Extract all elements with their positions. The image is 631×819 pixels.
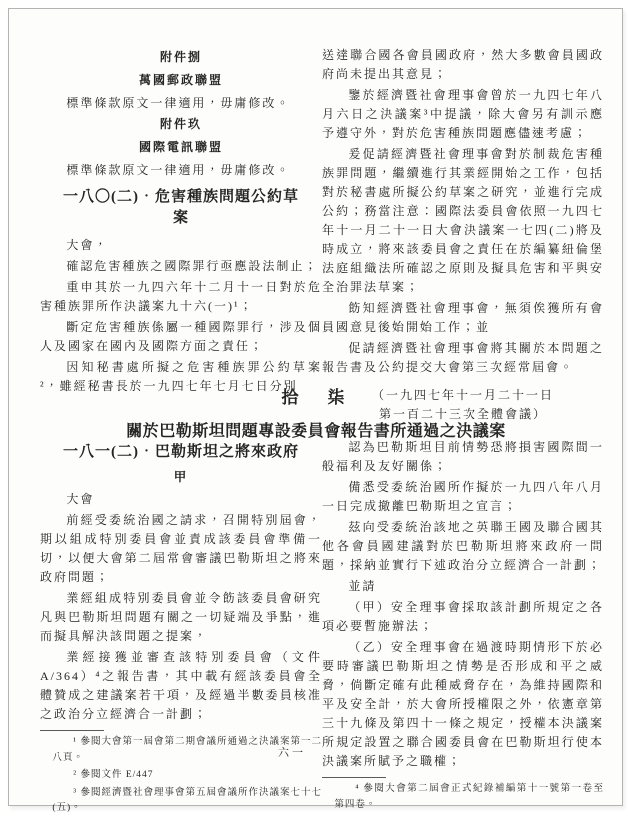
resolution-181-heading: 一八一(二)．巴勒斯坦之將來政府 (63, 444, 299, 460)
annex-9-text: 標準條款原文一律適用，毋庸修改。 (66, 163, 291, 177)
res180-paragraph: 鑒於經濟暨社會理事會曾於一九四七年八月六日之決議案³中提議，除大會另有訓示應予遵守外，對於危害種族問題應儘速考慮； (322, 88, 604, 140)
res181-paragraph: 前經受委統治國之請求，召開特別屆會，期以組成特別委員會並責成該委員會準備一切，以便大會第二屆常會審議巴勒斯坦之將來政府問題； (40, 513, 322, 584)
annex-9-org-title: 國際電訊聯盟 (138, 140, 223, 154)
res181-paragraph: 備悉受委統治國所作擬於一九四八年八月一日完成撤離巴勒斯坦之宣言； (322, 480, 604, 513)
res180-paragraph: 飭知經濟暨社會理事會，無須俟獲所有會員國意見後始開始工作；並 (322, 301, 604, 334)
res180-opening: 大會， (66, 238, 109, 252)
res180-left-column (40, 48, 322, 398)
res180-paragraph: 斷定危害種族係屬一種國際罪行，涉及個人及國家在國內及國際方面之責任； (40, 320, 322, 353)
res181-paragraph: 業經組成特別委員會並令飭該委員會研究凡與巴勒斯坦問題有關之一切疑端及爭點，進而擬具解決該問題之提案， (40, 591, 322, 643)
footnote-4: ⁴ 參閱大會第二屆會正式紀錄補編第十一號第一卷至第四卷。 (334, 784, 604, 810)
adoption-date-line: （一九四七年十一月二十一日 (371, 388, 554, 402)
res180-paragraph: 重申其於一九四六年十二月十一日對於危害種族罪所作決議案九十六(一)¹； (40, 280, 322, 313)
res180-paragraph-continuation: 送達聯合國各會員國政府，然大多數會員國政府尚未提出其意見； (322, 48, 604, 81)
res181-right-column (322, 438, 604, 815)
res181-paragraph: 並請 (348, 579, 377, 593)
footnote-3: ³ 參閱經濟暨社會理事會第五屆會議所作決議案七十七(五)。 (52, 787, 322, 813)
res180-paragraph: 爰促請經濟暨社會理事會對於制裁危害種族罪問題，繼續進行其業經開始之工作，包括對於秘書處所擬公約草案之研究，並進行完成公約；務當注意：國際法委員會依照一九四七年十一月二十一日大會決議案一七四(二)將及時成立，將來該委員會之責任在於編纂紐倫堡法庭組織法所確認之原則及擬具危害和平與安全治罪法草案； (322, 147, 604, 294)
resolution-180-heading: 一八〇(二)．危害種族問題公約草案 (63, 189, 299, 226)
res181-left-column (40, 441, 322, 819)
footnote-2: ² 參閱文件 E/447 (73, 770, 154, 780)
footnotes-right (322, 777, 604, 813)
footnote-1: ¹ 參閱大會第一屆會第二期會議所通過之決議案第一二八頁。 (52, 737, 322, 763)
res181-paragraph: （甲）安全理事會採取該計劃所規定之各項必要暫施辦法； (322, 600, 604, 633)
section-title: 關於巴勒斯坦問題專設委員會報告書所通過之決議案 (126, 423, 506, 440)
part-a-label: 甲 (173, 470, 189, 484)
adoption-meeting-line: 第一百二十三次全體會議） (378, 407, 547, 421)
annex-8-text: 標準條款原文一律適用，毋庸修改。 (66, 96, 291, 110)
res181-paragraph: 認為巴勒斯坦目前情勢恐將損害國際間一般福利及友好關係； (322, 440, 604, 473)
res180-paragraph: 促請經濟暨社會理事會將其關於本問題之報告書及公約提交大會第三次經常屆會。 (322, 341, 604, 374)
res181-paragraph: （乙）安全理事會在過渡時期情形下於必要時審議巴勒斯坦之情勢是否形成和平之威脅，倘斷定確有此種威脅存在，為維持國際和平及安全計，於大會所授權限之外，依憲章第三十九條及第四十一條之規定，授權本決議案所規定設置之聯合國委員會在巴勒斯坦行使本決議案所賦予之職權； (322, 640, 604, 768)
res180-paragraph: 確認危害種族之國際罪行亟應設法制止； (66, 259, 319, 273)
annex-8-org-title: 萬國郵政聯盟 (138, 73, 223, 87)
res181-paragraph: 業經接獲並審查該特別委員會（文件A/364）⁴之報告書，其中載有經該委員會全體贊成之建議案若干項，及經過半數委員核准之政治分立經濟合一計劃； (40, 650, 322, 721)
res181-paragraph: 茲向受委統治該地之英聯王國及聯合國其他各會員國建議對於巴勒斯坦將來政府一問題，採納並實行下述政治分立經濟合一計劃； (322, 520, 604, 572)
footnotes-left (40, 730, 322, 817)
section-number: 拾 柒 (281, 388, 351, 407)
res180-paragraph: 因知秘書處所擬之危害種族罪公約草案²，雖經秘書長於一九四七年七月七日分別 (40, 360, 322, 393)
res181-opening: 大會 (66, 492, 95, 506)
section-17-header (34, 388, 598, 441)
page-number: 六一 (278, 747, 306, 759)
annex-8-label: 附件捌 (159, 50, 202, 64)
res180-right-column (322, 46, 604, 424)
annex-9-label: 附件玖 (159, 117, 202, 131)
footnote-rule (322, 777, 386, 778)
footnote-rule (40, 730, 104, 731)
